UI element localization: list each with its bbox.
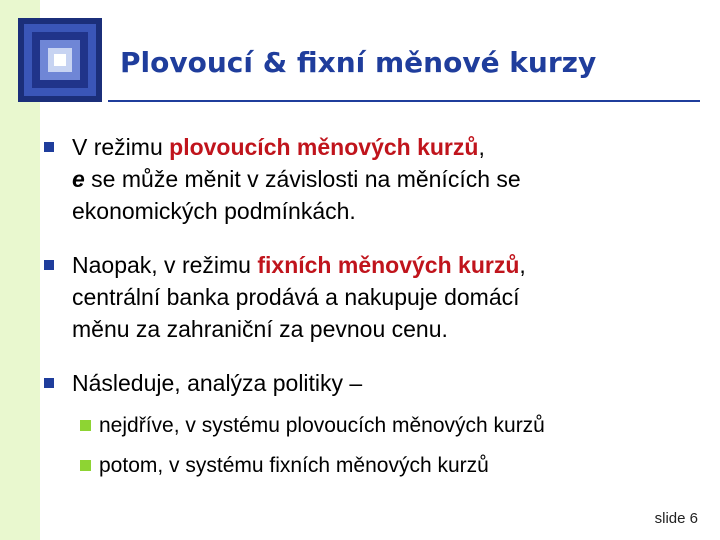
- logo-icon: [18, 18, 102, 102]
- bullet-marker: [44, 378, 54, 388]
- sub-bullet-text: potom, v systému fixních měnových kurzů: [99, 454, 489, 477]
- bullet-line: [72, 164, 521, 195]
- bullet-marker: [44, 260, 54, 270]
- bullet-marker: [44, 142, 54, 152]
- sub-bullet-marker: [80, 460, 91, 471]
- bullet-line: měnu za zahraniční za pevnou cenu.: [72, 316, 448, 342]
- bullet-line: ekonomických podmínkách.: [72, 198, 356, 224]
- variable-e: e: [72, 166, 85, 192]
- slide-number: slide 6: [654, 510, 698, 527]
- bullet-line: Následuje, analýza politiky –: [72, 370, 363, 396]
- sub-bullet-text: nejdříve, v systému plovoucích měnových kurzů: [99, 414, 545, 437]
- sub-bullet-fixed: [80, 454, 489, 478]
- bullet-line: [72, 250, 526, 281]
- slide-title: Plovoucí & fixní měnové kurzy: [120, 46, 597, 79]
- text-span: ,: [519, 252, 526, 278]
- text-span: ,: [478, 134, 485, 160]
- text-span: Naopak, v režimu: [72, 252, 258, 278]
- bullet-line: centrální banka prodává a nakupuje domácí: [72, 284, 520, 310]
- title-divider: [108, 100, 700, 102]
- highlight-term: plovoucích měnových kurzů: [169, 134, 479, 160]
- highlight-term: fixních měnových kurzů: [257, 252, 520, 278]
- bullet-line: [72, 132, 485, 163]
- text-span: se může měnit v závislosti na měnících se: [84, 166, 521, 192]
- sub-bullet-floating: [80, 414, 545, 438]
- text-span: V režimu: [72, 134, 170, 160]
- sub-bullet-marker: [80, 420, 91, 431]
